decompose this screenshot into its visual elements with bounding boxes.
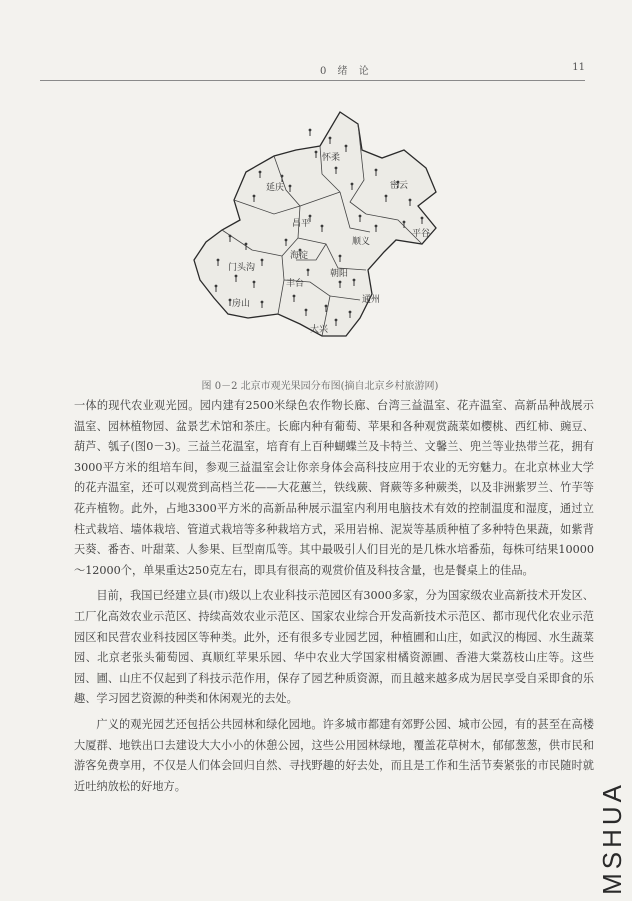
chapter-title: 0 绪 论 bbox=[320, 66, 373, 77]
district-pinggu: 平谷 bbox=[412, 229, 431, 239]
district-daxing: 大兴 bbox=[310, 325, 329, 335]
page-number: 11 bbox=[572, 62, 585, 73]
district-miyun: 密云 bbox=[390, 181, 409, 191]
beijing-district-map bbox=[190, 110, 450, 368]
district-mentougou: 门头沟 bbox=[228, 263, 256, 273]
figure-map bbox=[190, 110, 450, 368]
district-tongzhou: 通州 bbox=[362, 295, 381, 305]
district-haidian: 海淀 bbox=[290, 251, 309, 261]
running-header bbox=[40, 62, 585, 81]
district-shunyi: 顺义 bbox=[352, 237, 371, 247]
paragraph-3: 广义的观光园艺还包括公共园林和绿化园地。许多城市都建有郊野公园、城市公园，有的甚至在高楼大厦群、地铁出口去建设大大小小的休憩公园，这些公用园林绿地，覆盖花草树木，郁郁葱葱，供市民和游客免费享用，不仅是人们体会回归自然、寻找野趣的好去处，而且是工作和生活节奏紧张的市民随时就近吐纳放松的好地方。 bbox=[74, 717, 594, 793]
district-yanqing: 延庆 bbox=[266, 183, 285, 193]
watermark-logo: MSHUA bbox=[597, 781, 627, 895]
district-chaoyang: 朝阳 bbox=[330, 269, 349, 279]
district-changping: 昌平 bbox=[292, 219, 311, 229]
paragraph-2: 目前，我国已经建立县(市)级以上农业科技示范园区有3000多家，分为国家级农业高新技术开发区、工厂化高效农业示范区、持续高效农业示范区、国家农业综合开发高新技术示范区、都市现代化农业示范园区和民营农业科技园区等种类。此外，还有很多专业园艺园，种植圃和山庄，如武汉的梅园、水生蔬菜园、北京老张头葡萄园、真顺红苹果乐园、华中农业大学国家柑橘资源圃、香港大棠荔枝山庄等。这些园、圃、山庄不仅起到了科技示范作用，保存了园艺种质资源，而且越来越多成为居民享受自采即食的乐趣、学习园艺资源的种类和休闲观光的去处。 bbox=[74, 589, 594, 706]
paragraph-1: 一体的现代农业观光园。园内建有2500米绿色农作物长廊、台湾三益温室、花卉温室、高新品种战展示温室、园林植物园、盆景艺术馆和茶庄。长廊内种有葡萄、苹果和各种观赏蔬菜如樱桃、西红柿、豌豆、葫芦、瓠子(图0－3)。三益兰花温室，培育有上百种蝴蝶兰及卡特兰、文馨兰、兜兰等业热带兰花，拥有3000平方米的组培车间，参观三益温室会让你亲身体会高科技应用于农业的无穷魅力。在北京林业大学的花卉温室，还可以观赏到高档兰花——大花蕙兰，铁线蕨、肾蕨等多种蕨类，以及非洲紫罗兰、竹芋等花卉植物。此外，占地3300平方米的高新品种展示温室内利用电脑技术有效的控制温度和湿度，通过立柱式栽培、墙体栽培、管道式栽培等多种栽培方式，采用岩棉、泥炭等基质种植了多种特色果蔬，如紫背天葵、番杏、叶甜菜、人参果、巨型南瓜等。其中最吸引人们目光的是几株水培番茄，每株可结果10000～12000个，单果重达250克左右，即具有很高的观赏价值及科技含量，也是餐桌上的佳品。 bbox=[74, 399, 594, 577]
district-fengtai: 丰台 bbox=[286, 279, 305, 289]
district-huairou: 怀柔 bbox=[322, 153, 341, 163]
district-fangshan: 房山 bbox=[232, 299, 251, 309]
body-text bbox=[74, 396, 594, 802]
figure-caption: 图 0－2 北京市观光果园分布图(摘自北京乡村旅游网) bbox=[201, 381, 439, 392]
